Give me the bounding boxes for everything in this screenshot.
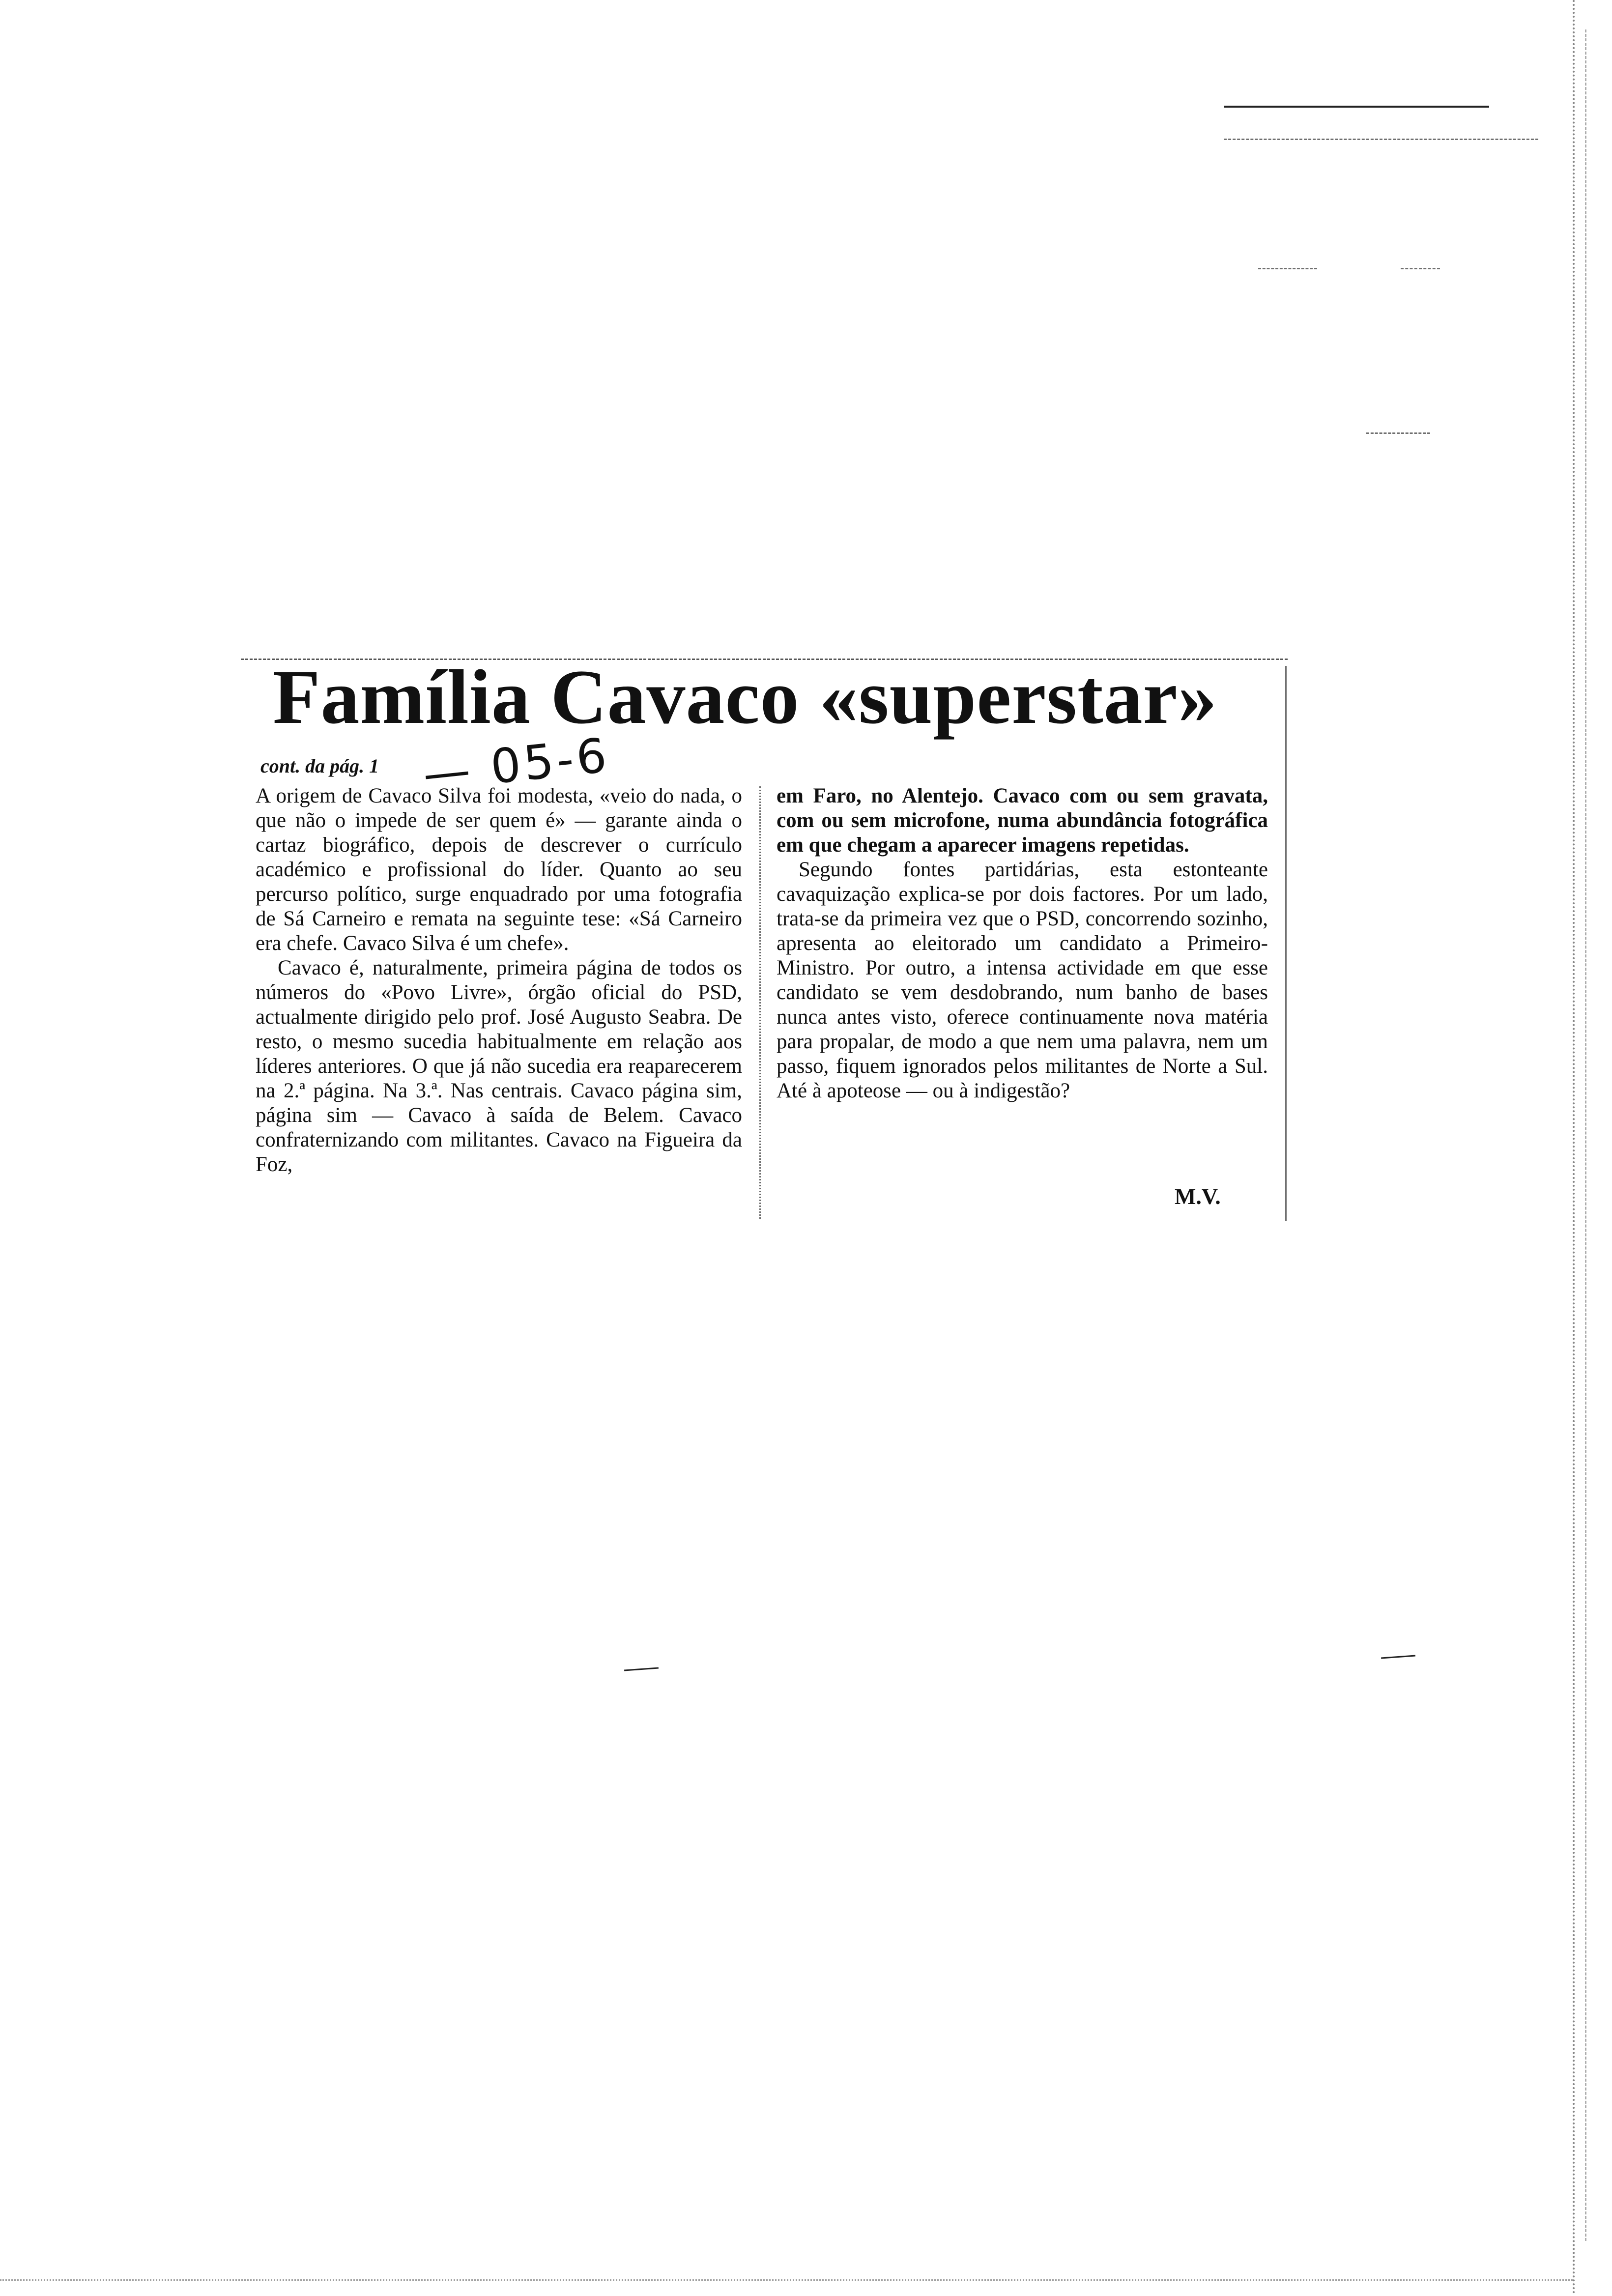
top-dashed-rule [1224,139,1538,142]
column-divider [759,786,761,1219]
paragraph: A origem de Cavaco Silva foi modesta, «veio do nada, o que não o impede de ser quem é» — garante ainda o cartaz biográfico, depois de descrever o currículo académico e profissional do líder. Quanto ao seu percurso político, surge enquadrado por uma fotografia de Sá Carneiro e remata na seguinte tese: «Sá Carneiro era chefe. Cavaco Silva é um chefe». [256,784,742,955]
margin-mark [1401,268,1440,271]
article-column-right [777,784,1268,1103]
clipping-edge [1285,666,1287,1221]
author-signature: M.V. [1175,1184,1221,1209]
article-headline: Família Cavaco «superstar» [273,654,1217,740]
paragraph: Cavaco é, naturalmente, primeira página de todos os números do «Povo Livre», órgão oficial do PSD, actualmente dirigido pelo prof. José Augusto Seabra. De resto, o mesmo sucedia habitualmente em relação aos líderes anteriores. O que já não sucedia era reaparecerem na 2.ª página. Na 3.ª. Nas centrais. Cavaco página sim, página sim — Cavaco à saída de Belem. Cavaco confraternizando com militantes. Cavaco na Figueira da Foz, [256,956,742,1176]
continued-from-note: cont. da pág. 1 [260,755,379,777]
paragraph: Segundo fontes partidárias, esta estonteante cavaquização explica-se por dois factores. Por um lado, trata-se da primeira vez que o PSD, concorrendo sozinho, apresenta ao eleitorado um candidato a Primeiro-Ministro. Por outro, a intensa actividade em que esse candidato se vem desdobrando, num banho de bases nunca antes visto, oferece continuamente nova matéria para propalar, de modo a que nem uma palavra, nem um passo, fiquem ignorados pelos militantes de Norte a Sul. Até à apoteose — ou à indigestão? [777,858,1268,1102]
bottom-scan-noise [0,2279,1573,2281]
top-rule [1224,106,1489,108]
margin-mark [1258,268,1317,271]
paragraph: em Faro, no Alentejo. Cavaco com ou sem gravata, com ou sem microfone, numa abundância fotográfica em que chegam a aparecer imagens repetidas. [777,784,1268,857]
handwritten-date-note: — 05-6 [420,727,612,802]
article-column-left [256,784,742,1177]
scan-edge-noise-inner [1585,29,1601,2241]
stray-mark [624,1667,659,1671]
margin-mark [1366,432,1430,435]
stray-mark [1381,1655,1415,1659]
